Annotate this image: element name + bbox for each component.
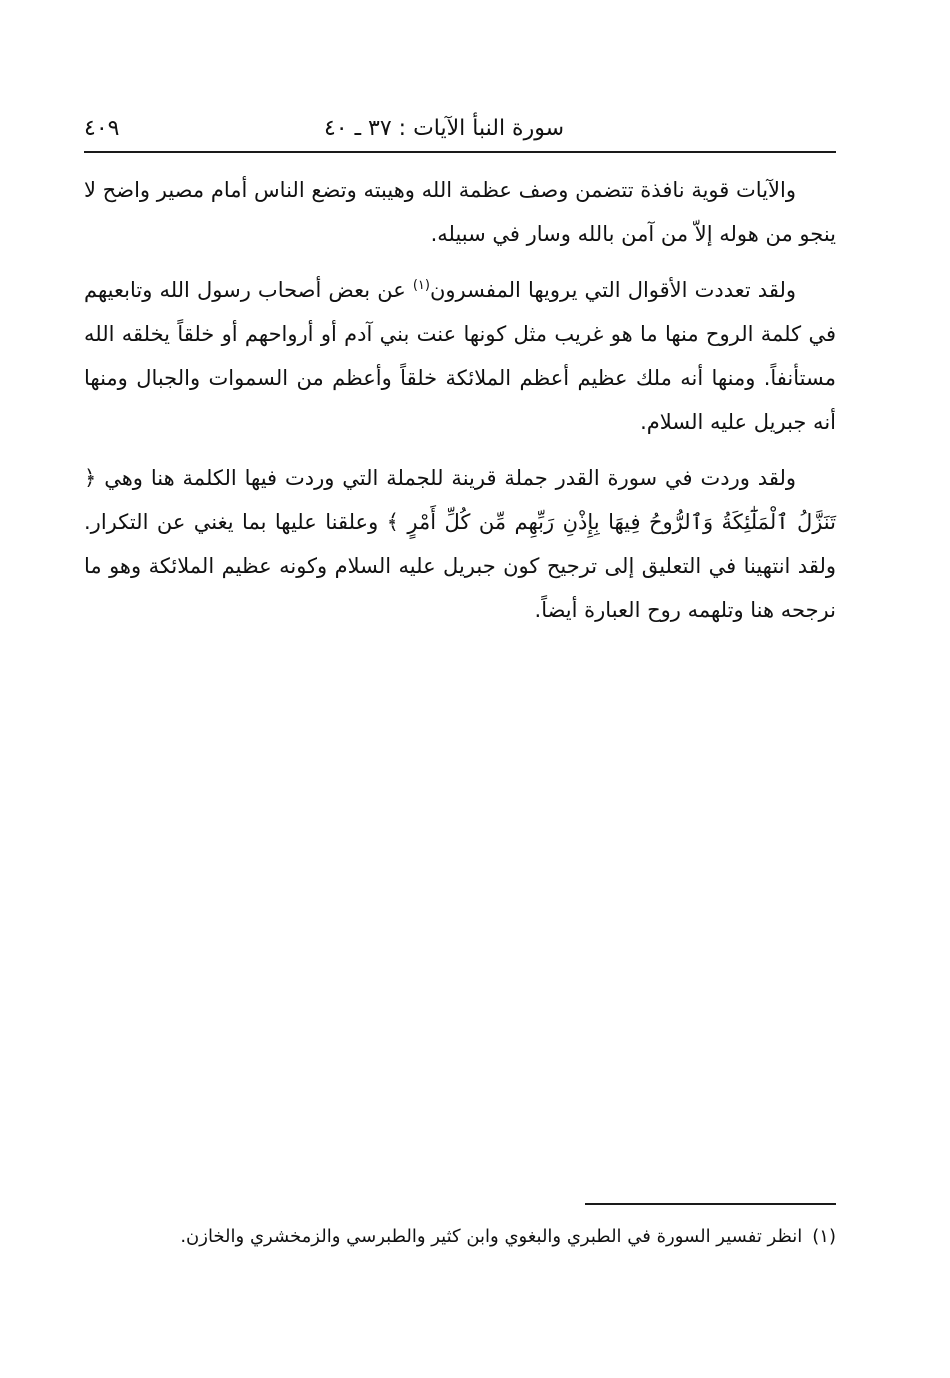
paragraph-3 <box>84 456 836 632</box>
footnote-text: انظر تفسير السورة في الطبري والبغوي وابن كثير والطبرسي والزمخشري والخازن. <box>180 1226 803 1247</box>
paragraph-2-text-start: ولقد تعددت الأقوال التي يرويها المفسرون <box>429 278 796 302</box>
header-rule <box>84 151 836 153</box>
footnote-rule <box>585 1203 836 1205</box>
paragraph-1 <box>84 168 836 256</box>
footnote-reference: (١) <box>412 278 430 293</box>
main-text <box>84 168 836 644</box>
paragraph-2-text-end: عن بعض أصحاب رسول الله وتابعيهم في كلمة الروح منها ما هو غريب مثل كونها عنت بني آدم أو أرواحهم أو خلقاً يخلقه الله مستأنفاً. ومنها أنه ملك عظيم أعظم الملائكة خلقاً وأعظم من السموات والجبال ومنها أنه جبريل عليه السلام. <box>84 278 836 434</box>
footnote-1 <box>84 1220 836 1254</box>
page-header <box>84 110 836 150</box>
running-title: سورة النبأ الآيات : ٣٧ ـ ٤٠ <box>323 116 564 141</box>
paragraph-1-text: والآيات قوية نافذة تتضمن وصف عظمة الله وهيبته وتضع الناس أمام مصير واضح لا ينجو من هوله إلاّ من آمن بالله وسار في سبيله. <box>84 178 836 246</box>
paragraph-3-text-start: ولقد وردت في سورة القدر جملة قرينة للجملة التي وردت فيها الكلمة هنا وهي <box>96 466 796 490</box>
page-number: ٤٠٩ <box>84 116 120 141</box>
paragraph-3-text-end: وعلقنا عليها بما يغني عن التكرار. ولقد انتهينا في التعليق إلى ترجيح كون جبريل عليه السلام وكونه عظيم الملائكة وهو ما نرجحه هنا وتلهمه روح العبارة أيضاً. <box>84 510 836 622</box>
paragraph-2 <box>84 268 836 444</box>
quran-verse: ﴿ تَنَزَّلُ ٱلْمَلَٰٓئِكَةُ وَٱلرُّوحُ فِيهَا بِإِذْنِ رَبِّهِم مِّن كُلِّ أَمْرٍ ﴾ <box>84 466 836 534</box>
footnote-marker: (١) <box>812 1226 836 1247</box>
